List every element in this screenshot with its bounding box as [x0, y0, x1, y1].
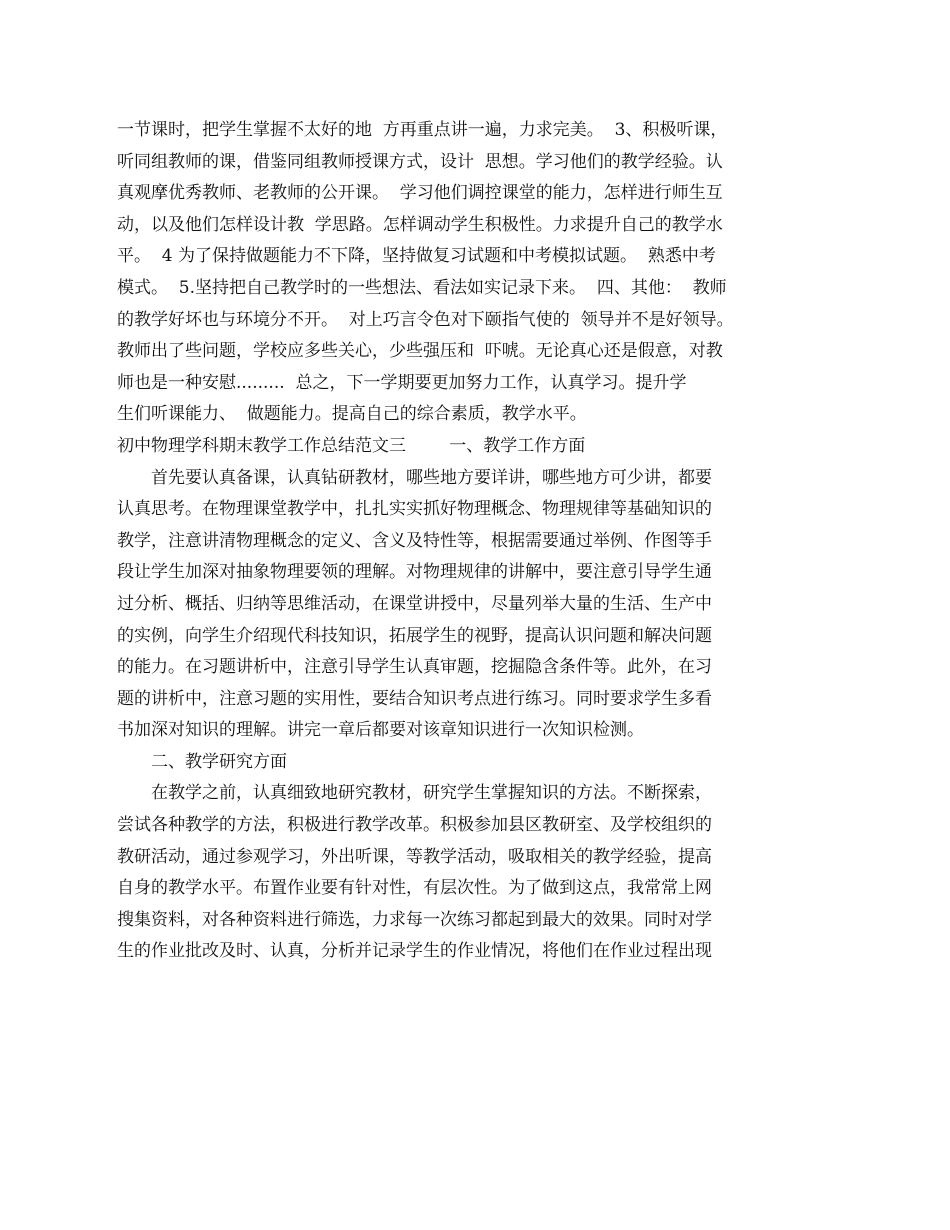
text-line: 自身的教学水平。布置作业要有针对性，有层次性。为了做到这点，我常常上网	[117, 878, 712, 899]
text-line: 教学，注意讲清物理概念的定义、含义及特性等，根据需要通过举例、作图等手	[117, 530, 712, 551]
text-line: 听同组教师的课，借鉴同组教师授课方式，设计 思想。学习他们的教学经验。认	[117, 151, 723, 172]
text-line: 真观摩优秀教师、老教师的公开课。 学习他们调控课堂的能力，怎样进行师生互	[117, 183, 723, 204]
text-line: 书加深对知识的理解。讲完一章后都要对该章知识进行一次知识检测。	[117, 720, 644, 741]
text-line: 的能力。在习题讲析中，注意引导学生认真审题，挖掘隐含条件等。此外，在习	[117, 657, 712, 678]
text-line: 一节课时，把学生掌握不太好的地 方再重点讲一遍，力求完美。 3、积极听课，	[117, 120, 728, 140]
text-line: 教师出了些问题，学校应多些关心，少些强压和 吓唬。无论真心还是假意，对教	[117, 341, 723, 362]
text-line: 模式。 5.坚持把自己教学时的一些想法、看法如实记录下来。 四、其他： 教师	[117, 277, 727, 298]
text-line: 搜集资料，对各种资料进行筛选，力求每一次练习都起到最大的效果。同时对学	[117, 909, 712, 930]
paragraph-first-line: 在教学之前，认真细致地研究教材，研究学生掌握知识的方法。不断探索，	[151, 783, 712, 804]
text-line: 段让学生加深对抽象物理要领的理解。对物理规律的讲解中，要注意引导学生通	[117, 562, 712, 583]
text-line: 师也是一种安慰......... 总之，下一学期要更加努力工作，认真学习。提升学	[117, 372, 687, 393]
text-line: 认真思考。在物理课堂教学中，扎扎实实抓好物理概念、物理规律等基础知识的	[117, 499, 712, 520]
text-line: 题的讲析中，注意习题的实用性，要结合知识考点进行练习。同时要求学生多看	[117, 688, 712, 709]
text-line: 尝试各种教学的方法，积极进行教学改革。积极参加县区教研室、及学校组织的	[117, 815, 712, 836]
text-line: 的教学好坏也与环境分不开。 对上巧言令色对下颐指气使的 领导并不是好领导。	[117, 309, 734, 330]
section-heading: 二、教学研究方面	[151, 751, 287, 772]
text-line: 的实例，向学生介绍现代科技知识，拓展学生的视野，提高认识问题和解决问题	[117, 625, 712, 646]
text-line: 生们听课能力、 做题能力。提高自己的综合素质，教学水平。	[117, 404, 587, 425]
text-line: 平。 4 为了保持做题能力不下降，坚持做复习试题和中考模拟试题。 熟悉中考	[117, 246, 716, 267]
text-line: 教研活动，通过参观学习，外出听课，等教学活动，吸取相关的教学经验，提高	[117, 846, 712, 867]
document-page	[117, 115, 817, 968]
paragraph-first-line: 首先要认真备课，认真钻研教材，哪些地方要详讲，哪些地方可少讲，都要	[151, 467, 712, 488]
text-line: 过分析、概括、归纳等思维活动，在课堂讲授中，尽量列举大量的生活、生产中	[117, 593, 712, 614]
text-line: 生的作业批改及时、认真，分析并记录学生的作业情况，将他们在作业过程出现	[117, 941, 712, 962]
text-line: 动，以及他们怎样设计教 学思路。怎样调动学生积极性。力求提升自己的教学水	[117, 214, 723, 235]
section-title-line: 初中物理学科期末教学工作总结范文三 一、教学工作方面	[117, 435, 586, 456]
